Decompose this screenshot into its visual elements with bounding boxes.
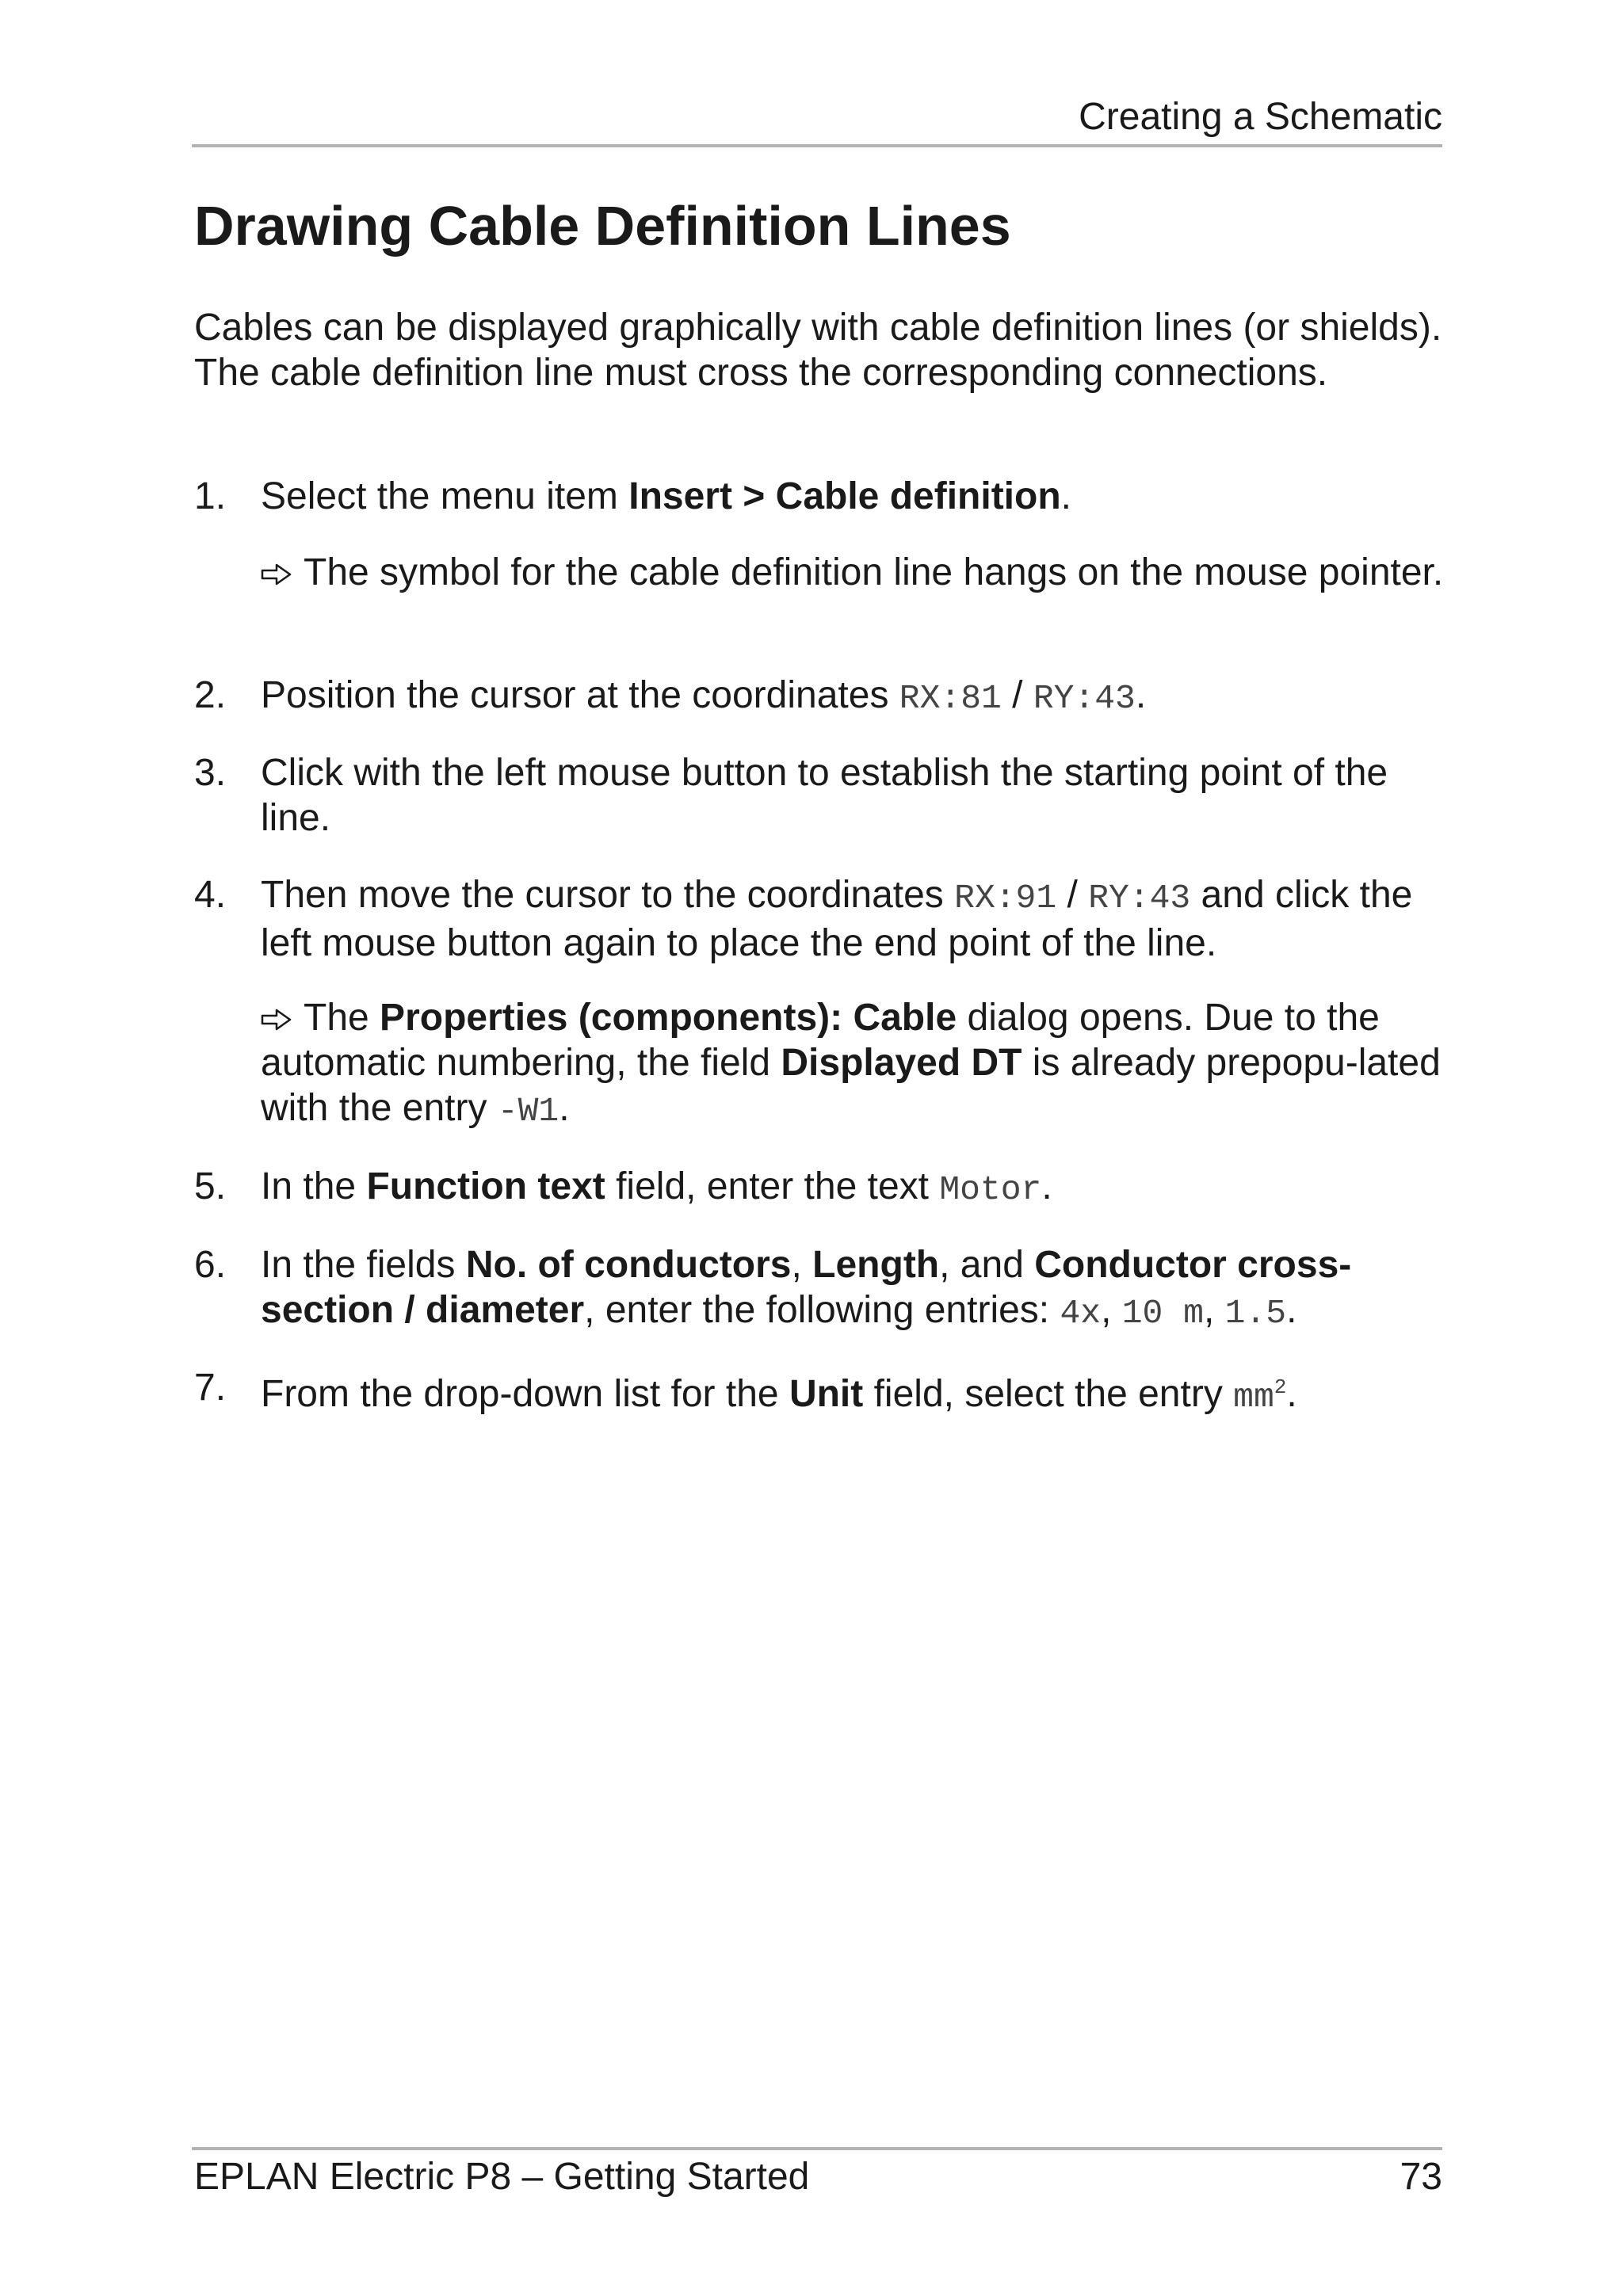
step-3 <box>194 750 1446 841</box>
intro-paragraph: Cables can be displayed graphically with cable definition lines (or shields). The cable definition line must cross the corresponding connections. <box>194 307 1442 394</box>
entry-value: Motor <box>939 1170 1042 1209</box>
coordinate-value: RY:43 <box>1088 879 1191 917</box>
step-4 <box>194 872 1446 966</box>
header-section-title: Creating a Schematic <box>1079 96 1442 138</box>
step-text: In the fields No. of conductors, Length, and Conductor cross-section / diameter, enter the following entries: 4x, 10 m, 1.5. <box>261 1244 1352 1333</box>
step-7 <box>194 1365 1446 1420</box>
step-text: Select the menu item Insert > Cable definition. <box>261 475 1071 517</box>
step-number: 1. <box>194 475 227 517</box>
coordinate-value: RX:81 <box>899 679 1002 718</box>
entry-value: -W1 <box>497 1092 559 1131</box>
field-name: Conductor cross-section / diameter <box>261 1244 1352 1331</box>
step-number: 7. <box>194 1367 227 1409</box>
entry-value: 1.5 <box>1224 1294 1287 1333</box>
footer-rule <box>192 2147 1442 2150</box>
step-number: 4. <box>194 874 227 916</box>
field-name: Length <box>812 1244 940 1286</box>
step-number: 2. <box>194 674 227 716</box>
field-name: Function text <box>366 1165 605 1207</box>
field-name: Unit <box>789 1373 864 1415</box>
step-4-result: The Properties (components): Cable dialog opens. Due to the automatic numbering, the field Displayed DT is already prepopu-lated with the entry -W1. <box>261 997 1441 1131</box>
step-1 <box>194 474 1446 519</box>
entry-value: 4x <box>1060 1294 1102 1333</box>
coordinate-value: RX:91 <box>954 879 1057 917</box>
step-text: Click with the left mouse button to establish the starting point of the line. <box>261 752 1388 839</box>
step-number: 3. <box>194 752 227 794</box>
step-number: 6. <box>194 1244 227 1286</box>
step-number: 5. <box>194 1165 227 1207</box>
dialog-name: Properties (components): Cable <box>380 997 957 1039</box>
step-text: Position the cursor at the coordinates RX:81 / RY:43. <box>261 674 1147 718</box>
coordinate-value: RY:43 <box>1033 679 1136 718</box>
step-text: From the drop-down list for the Unit field, select the entry $mm^2$. <box>261 1373 1297 1417</box>
entry-value: mm <box>1233 1378 1274 1417</box>
superscript: 2 <box>1274 1375 1287 1399</box>
step-5 <box>194 1164 1446 1212</box>
entry-value: 10 m <box>1121 1294 1204 1333</box>
step-2 <box>194 673 1446 721</box>
result-arrow-icon <box>261 1008 292 1032</box>
field-name: No. of conductors <box>465 1244 792 1286</box>
step-1-result: The symbol for the cable definition line hangs on the mouse pointer. <box>261 550 1446 595</box>
step-text: In the Function text field, enter the text Motor. <box>261 1165 1052 1209</box>
header-rule <box>192 144 1442 147</box>
field-name: Displayed DT <box>781 1042 1022 1084</box>
menu-path: Insert > Cable definition <box>628 475 1061 517</box>
step-6 <box>194 1242 1446 1336</box>
result-arrow-icon <box>261 563 292 586</box>
page-title: Drawing Cable Definition Lines <box>194 195 1011 257</box>
step-text: Then move the cursor to the coordinates RX:91 / RY:43 and click the left mouse button again to place the end point of the line. <box>261 874 1413 964</box>
page-number: 73 <box>1400 2156 1442 2198</box>
footer-book-title: EPLAN Electric P8 – Getting Started <box>194 2156 810 2198</box>
